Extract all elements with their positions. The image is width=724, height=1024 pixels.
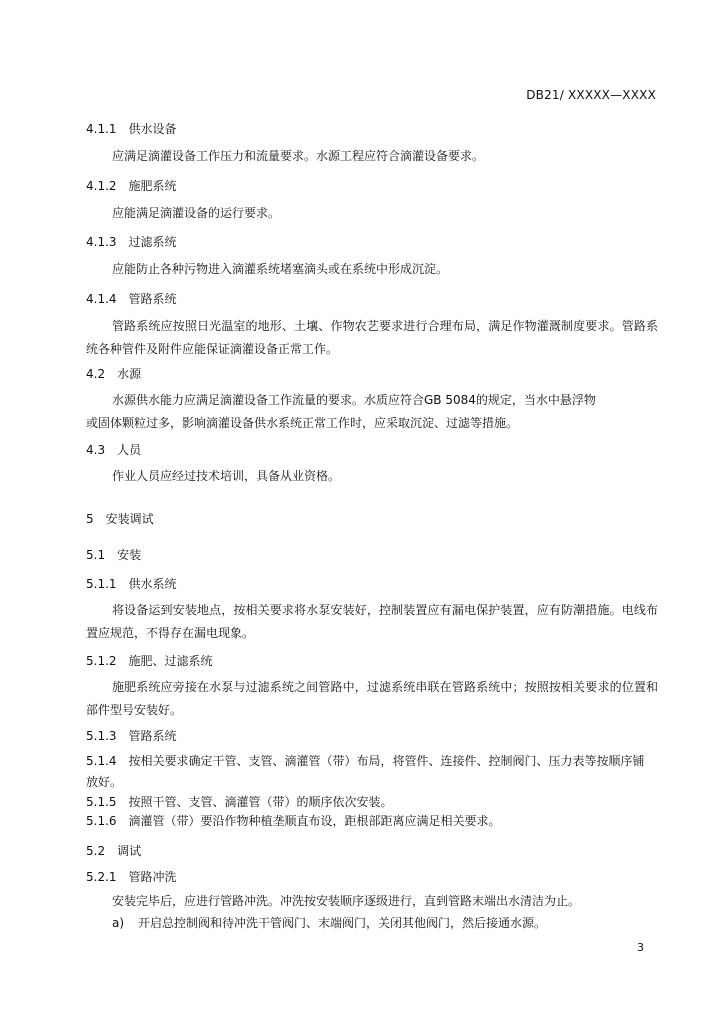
section-4-2 [86,365,658,383]
clause-5-1-6: 5.1.6 滴灌管（带）要沿作物种植垄顺直布设，距根部距离应满足相关要求。 [86,814,501,828]
page-number: 3 [637,941,644,954]
section-heading: 4.3 人员 [86,443,142,457]
clause-5-1-5: 5.1.5 按照干管、支管、滴灌管（带）的顺序依次安装。 [86,795,393,809]
section-body: 将设备运到安装地点，按相关要求将水泵安装好，控制装置应有漏电保护装置，应有防潮措施。电线布置应规范，不得存在漏电现象。 [86,603,658,640]
chapter-heading: 5 安装调试 [86,512,154,526]
section-body: 施肥系统应旁接在水泵与过滤系统之间管路中，过滤系统串联在管路系统中；按照按相关要求的位置和部件型号安装好。 [86,680,658,717]
section-heading: 5.2.1 管路冲洗 [86,870,177,884]
section-heading: 5.2 调试 [86,844,142,858]
section-5-2-1 [86,868,658,886]
section-heading: 4.2 水源 [86,367,142,381]
section-body: 安装完毕后，应进行管路冲洗。冲洗按安装顺序逐级进行，直到管路末端出水清洁为止。 [112,894,581,908]
section-5-1 [86,546,658,564]
section-5-1-2 [86,652,658,670]
section-5-1-1 [86,575,658,593]
section-4-1-1 [86,120,658,138]
section-body: 应能防止各种污物进入滴灌系统堵塞滴头或在系统中形成沉淀。 [112,262,449,276]
section-4-3 [86,441,658,459]
document-code: DB21/ XXXXX—XXXX [526,88,656,102]
section-heading: 5.1.2 施肥、过滤系统 [86,654,213,668]
section-heading: 4.1.1 供水设备 [86,122,177,136]
section-heading: 4.1.2 施肥系统 [86,179,177,193]
section-heading: 5.1 安装 [86,548,142,562]
section-body: 管路系统应按照日光温室的地形、土壤、作物农艺要求进行合理布局，满足作物灌溉制度要求。管路系统各种管件及附件应能保证滴灌设备正常工作。 [86,319,658,356]
section-4-1-3 [86,233,658,251]
section-4-1-4 [86,290,658,308]
section-body: 应能满足滴灌设备的运行要求。 [112,206,281,220]
section-heading: 4.1.3 过滤系统 [86,235,177,249]
section-body: 作业人员应经过技术培训，具备从业资格。 [112,469,341,483]
section-body: 应满足滴灌设备工作压力和流量要求。水源工程应符合滴灌设备要求。 [112,149,485,163]
list-item: a) 开启总控制阀和待冲洗干管阀门、末端阀门，关闭其他阀门，然后接通水源。 [112,916,547,930]
chapter-5 [86,510,658,528]
section-5-1-3 [86,727,658,745]
section-heading: 4.1.4 管路系统 [86,292,177,306]
section-heading: 5.1.3 管路系统 [86,729,177,743]
section-heading: 5.1.1 供水系统 [86,577,177,591]
section-body: 水源供水能力应满足滴灌设备工作流量的要求。水质应符合GB 5084的规定，当水中悬浮物 或固体颗粒过多，影响滴灌设备供水系统正常工作时，应采取沉淀、过滤等措施。 [86,393,596,430]
clause-5-1-4: 5.1.4 按相关要求确定干管、支管、滴灌管（带）布局，将管件、连接件、控制阀门、压力表等按顺序铺 放好。 [86,754,645,789]
section-5-2 [86,842,658,860]
section-4-1-2 [86,177,658,195]
